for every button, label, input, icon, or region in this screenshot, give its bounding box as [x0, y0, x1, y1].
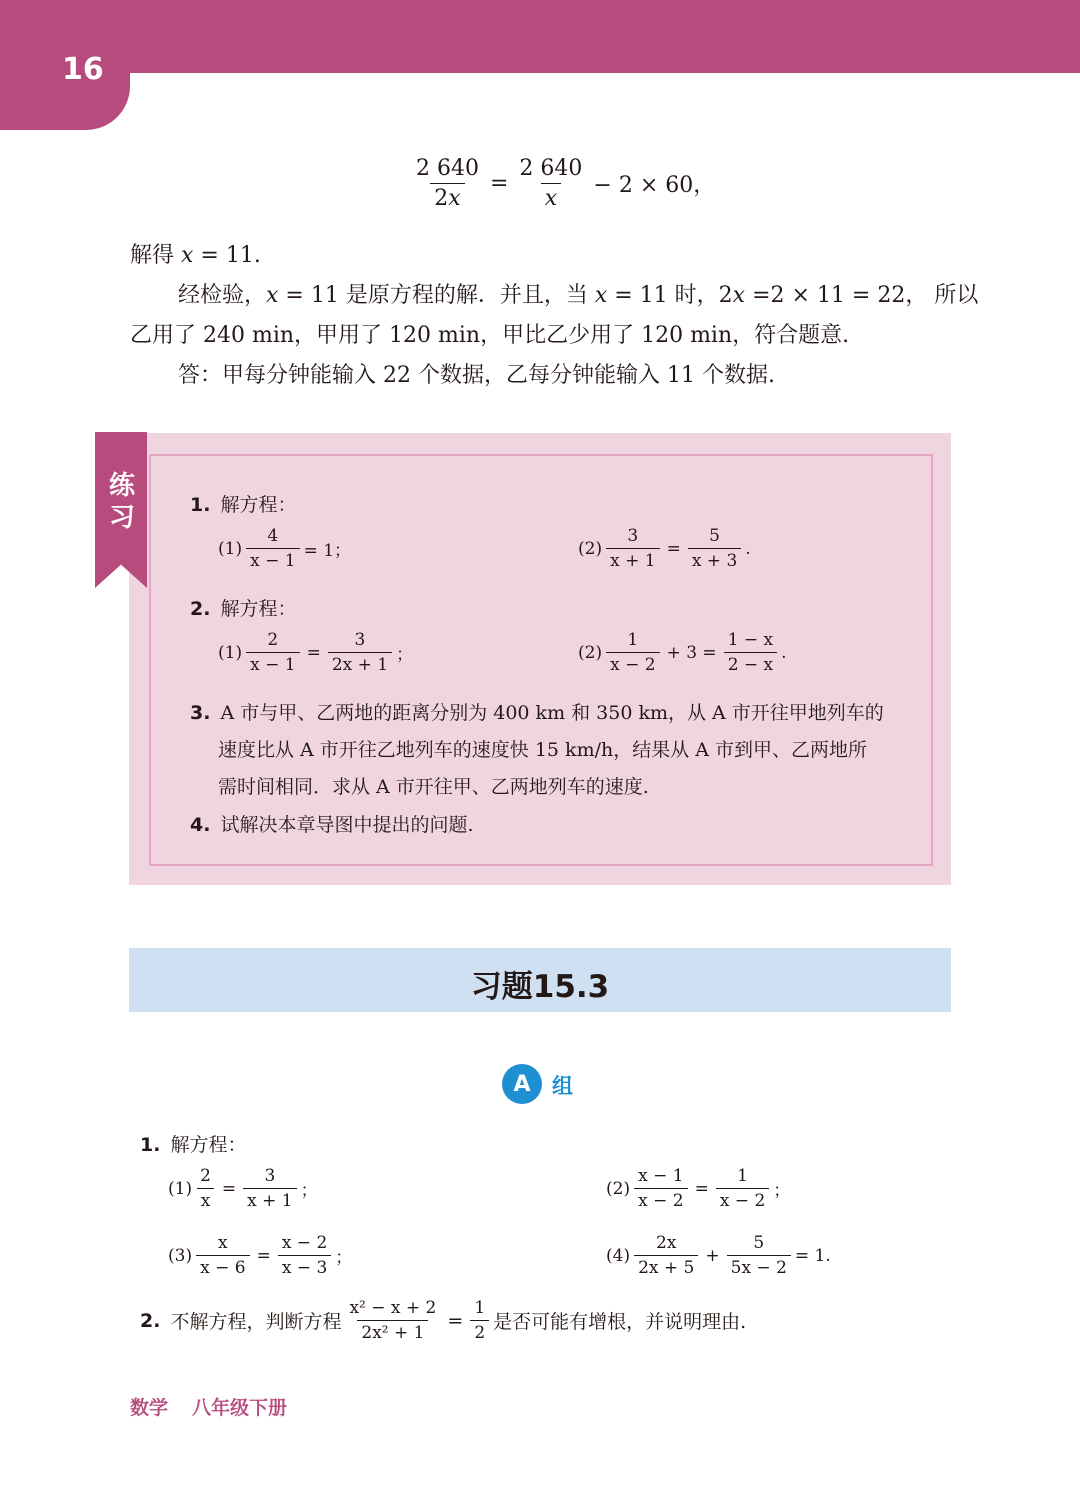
var-x: x [594, 283, 608, 308]
numerator: 3 [264, 1166, 276, 1186]
q-text: 解方程： [220, 494, 297, 516]
exercise-q1-p1: (1) $\frac{2}{x}$ = $\frac{3}{x + 1}$ ； [168, 1166, 318, 1211]
denominator: x − 6 [196, 1255, 249, 1278]
var-x: x [266, 283, 279, 308]
denominator: 5x − 2 [727, 1255, 791, 1278]
numerator: 2 [267, 630, 279, 650]
part-index: (4) [606, 1245, 631, 1266]
part-index: (2) [578, 642, 603, 663]
group-label: 组 [552, 1074, 573, 1098]
practice-q1-p1 [218, 526, 351, 571]
practice-q4 [190, 810, 474, 837]
practice-q3-line1 [190, 698, 884, 725]
q-number: 3. [190, 702, 211, 724]
exercise-q1-p3: (3) $\frac{x}{x - 6}$ = $\frac{x - 2}{x - 3}$ ； [168, 1233, 353, 1278]
part-tail: = 1； [303, 541, 352, 561]
q-number: 2. [190, 598, 211, 620]
equation-tail: − 2 × 60， [593, 173, 716, 198]
numerator: 1 [737, 1166, 748, 1186]
denominator: 2x + 5 [634, 1255, 698, 1278]
denominator: x − 2 [716, 1188, 769, 1211]
part-index: (2) [578, 538, 603, 559]
practice-q2-p2 [578, 630, 787, 675]
part-index: (1) [218, 538, 243, 559]
check-1a: 经检验， [178, 283, 267, 308]
denominator: x + 1 [606, 548, 659, 571]
denominator: x − 2 [634, 1188, 687, 1211]
practice-q3-line2: 速度比从 A 市开往乙地列车的速度快 15 km/h，结果从 A 市到甲、乙两地所 [218, 739, 868, 761]
part-tail: ； [773, 1181, 791, 1201]
part-index: (1) [168, 1178, 193, 1199]
exercise-q2: 2. 不解方程，判断方程 $\frac{\text{x² − x + 2}}{\text{2x² + 1}}$ = $\frac{1}{2}$ 是否可能有增根，并说明理由. [140, 1298, 747, 1343]
numerator: 1 [474, 1298, 486, 1318]
q-number: 4. [190, 814, 211, 836]
practice-q1 [190, 490, 296, 517]
part-tail: ； [335, 1248, 353, 1268]
solve-tail: = 11. [193, 243, 261, 268]
numerator: 1 − x [727, 630, 774, 650]
rhs-numerator: 2 640 [519, 156, 583, 181]
answer-line: 答：甲每分钟能输入 22 个数据，乙每分钟能输入 11 个数据. [178, 363, 775, 388]
exercise-q1-p4: (4) $\frac{2x}{2x + 5}$ + $\frac{5}{5x - 2}$ = 1. [606, 1233, 831, 1278]
footer-grade: 八年级下册 [192, 1397, 288, 1419]
numerator: 2x [656, 1233, 677, 1253]
practice-q2-p1: (1) $\frac{2}{x - 1}$ = $\frac{3}{2x + 1}$ ； [218, 630, 414, 675]
header-bar [0, 0, 1080, 73]
q-text: A 市与甲、乙两地的距离分别为 400 km 和 350 km，从 A 市开往甲地列车的 [220, 702, 884, 724]
numerator: x² − x + 2 [349, 1298, 437, 1318]
check-1b: = 11 是原方程的解．并且，当 [278, 283, 595, 308]
denominator: x + 3 [688, 548, 741, 571]
check-line-1 [178, 284, 978, 308]
part-index: (3) [168, 1245, 193, 1266]
q-number: 1. [190, 494, 211, 516]
footer-subject: 数学 [130, 1397, 169, 1419]
q-number: 2. [140, 1309, 161, 1332]
practice-q1-p2: (2) $\frac{3}{x + 1}$ = $\frac{5}{x + 3}$ . [578, 526, 751, 571]
numerator: 3 [627, 526, 639, 546]
q-text: 试解决本章导图中提出的问题. [220, 814, 474, 836]
denominator: x [197, 1188, 215, 1211]
numerator: x − 2 [281, 1233, 328, 1253]
numerator: x − 1 [638, 1166, 684, 1186]
rhs-denominator: x [544, 186, 558, 211]
denominator: x − 1 [246, 548, 299, 571]
var-x: x [732, 283, 746, 308]
check-1d: =2 × 11 = 22， 所以 [745, 283, 979, 308]
numerator: 3 [354, 630, 366, 650]
part-index: (1) [218, 642, 243, 663]
denominator: 2x² + 1 [357, 1320, 428, 1343]
denominator: x − 3 [278, 1255, 331, 1278]
denominator: x − 1 [246, 652, 299, 675]
denominator: x − 2 [606, 652, 659, 675]
part-tail: . [745, 538, 751, 559]
page-number: 16 [62, 52, 104, 87]
denominator: 2 − x [724, 652, 777, 675]
footer [130, 1393, 311, 1420]
part-tail: ； [300, 1181, 318, 1201]
denominator: 2 [470, 1320, 489, 1343]
numerator: 1 [627, 630, 639, 650]
solve-prefix: 解得 [130, 243, 175, 268]
check-1c: = 11 时，2 [607, 283, 733, 308]
q-text-post: 是否可能有增根，并说明理由. [493, 1311, 747, 1333]
exercise-header [129, 948, 951, 1012]
check-line-2: 乙用了 240 min，甲用了 120 min，甲比乙少用了 120 min，符合题意. [130, 323, 850, 348]
denominator: 2x + 1 [328, 652, 392, 675]
solve-var: x [181, 243, 194, 268]
practice-label: 练习 [108, 471, 135, 533]
part-index: (2) [606, 1178, 631, 1199]
q-text: 解方程： [170, 1134, 247, 1156]
part-tail: ； [396, 645, 414, 665]
practice-q2 [190, 594, 296, 621]
q-number: 1. [140, 1134, 161, 1156]
middle-op: + 3 = [666, 642, 717, 663]
numerator: 4 [267, 526, 279, 546]
exercise-q1 [140, 1130, 246, 1157]
numerator: 5 [753, 1233, 765, 1253]
lhs-numerator: 2 640 [416, 156, 479, 181]
group-a-badge: A [502, 1064, 542, 1104]
part-tail: . [781, 642, 787, 663]
q-text: 解方程： [220, 598, 297, 620]
lhs-denominator-coef: 2 [434, 186, 449, 211]
lhs-denominator-var: x [448, 186, 461, 211]
q-text-pre: 不解方程，判断方程 [170, 1311, 342, 1333]
part-tail: = 1. [794, 1245, 831, 1266]
practice-q3-line3: 需时间相同．求从 A 市开往甲、乙两地列车的速度. [218, 776, 649, 798]
exercise-title: 习题15.3 [470, 969, 610, 1005]
numerator: x [218, 1233, 228, 1253]
numerator: 2 [200, 1166, 211, 1186]
numerator: 5 [709, 526, 720, 546]
denominator: x + 1 [243, 1188, 296, 1211]
solve-line [130, 244, 261, 268]
exercise-q1-p2: (2) $\frac{x - 1}{x - 2}$ = $\frac{1}{x - 2}$ ； [606, 1166, 791, 1211]
main-equation: $\frac{2 640}{2x}$ = $\frac{2 640}{x}$ − 2 × 60， [408, 156, 718, 211]
